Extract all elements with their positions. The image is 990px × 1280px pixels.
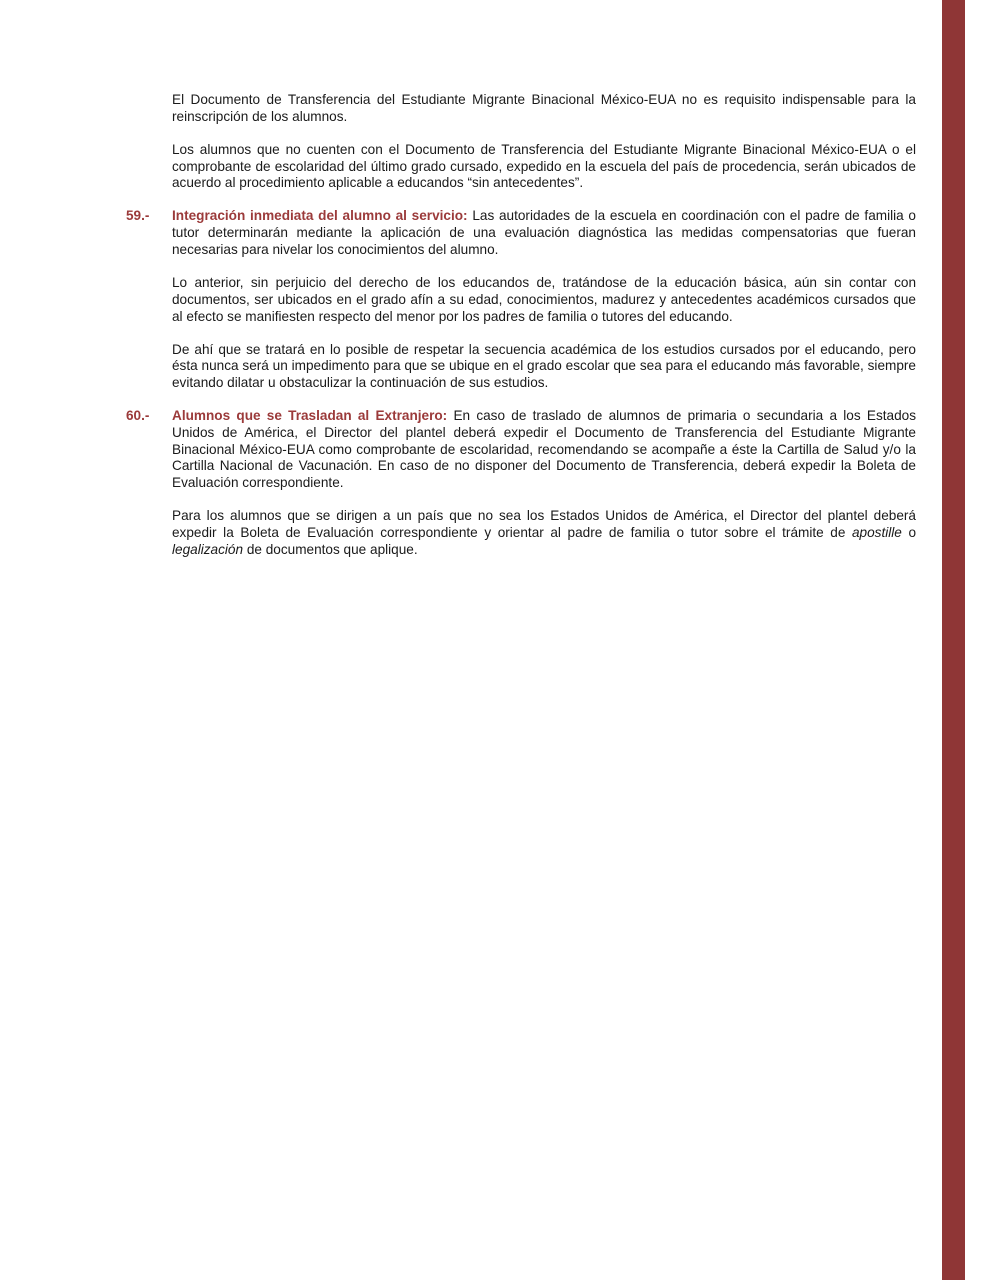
emphasized-term-apostille: apostille bbox=[851, 525, 902, 541]
section-heading: Integración inmediata del alumno al servicio: bbox=[172, 208, 468, 224]
document-body bbox=[126, 92, 916, 575]
emphasized-term-legalizacion: legalización bbox=[172, 541, 244, 557]
section-number: 59.- bbox=[126, 208, 150, 224]
section-59-paragraph-3 bbox=[126, 342, 916, 392]
paragraph-transfer-not-required bbox=[126, 92, 916, 126]
paragraph-text: Los alumnos que no cuenten con el Documento de Transferencia del Estudiante Migrante Binacional México-EUA o el comprobante de escolaridad del último grado cursado, expedido en la escuela del país de procedencia, serán ubicados de acuerdo al procedimiento aplicable a educandos “sin antecedentes”. bbox=[172, 141, 916, 191]
section-text: En caso de traslado de alumnos de primaria o secundaria a los Estados Unidos de América, el Director del plantel deberá expedir el Documento de Transferencia del Estudiante Migrante Binacional México-EUA como comprobante de escolaridad, recomendando se acompañe a éste la Cartilla de Salud y/o la Cartilla Nacional de Vacunación. En caso de no disponer del Documento de Transferencia, deberá expedir la Boleta de Evaluación correspondiente. bbox=[172, 408, 916, 491]
paragraph-no-documents bbox=[126, 142, 916, 192]
paragraph-text-mid: o bbox=[901, 525, 917, 541]
section-60 bbox=[126, 408, 916, 492]
section-text: Las autoridades de la escuela en coordinación con el padre de familia o tutor determinarán mediante la aplicación de una evaluación diagnóstica las medidas compensatorias que fueran necesarias para nivelar los conocimientos del alumno. bbox=[172, 208, 916, 257]
paragraph-text: Lo anterior, sin perjuicio del derecho de los educandos de, tratándose de la educación básica, aún sin contar con documentos, ser ubicados en el grado afín a su edad, conocimientos, madurez y antecedentes académicos cursados que al efecto se manifiesten respecto del menor por los padres de familia o tutores del educando. bbox=[172, 274, 916, 324]
paragraph-text-end: de documentos que aplique. bbox=[243, 541, 418, 557]
section-59-paragraph-2 bbox=[126, 275, 916, 325]
paragraph-text: El Documento de Transferencia del Estudiante Migrante Binacional México-EUA no es requisito indispensable para la reinscripción de los alumnos. bbox=[172, 92, 916, 124]
decorative-side-bar bbox=[942, 0, 965, 1280]
paragraph-text: De ahí que se tratará en lo posible de respetar la secuencia académica de los estudios cursados por el educando, pero ésta nunca será un impedimento para que se ubique en el grado escolar que sea para el educando más favorable, siempre evitando dilatar u obstaculizar la continuación de sus estudios. bbox=[172, 341, 916, 391]
paragraph-text-start: Para los alumnos que se dirigen a un país que no sea los Estados Unidos de América, el Director del plantel deberá expedir la Boleta de Evaluación correspondiente y orientar al padre de familia o tutor sobre el trámite de bbox=[172, 508, 916, 541]
section-number: 60.- bbox=[126, 408, 150, 424]
section-heading: Alumnos que se Trasladan al Extranjero: bbox=[172, 408, 448, 424]
section-60-paragraph-2 bbox=[126, 508, 916, 558]
section-59 bbox=[126, 208, 916, 258]
